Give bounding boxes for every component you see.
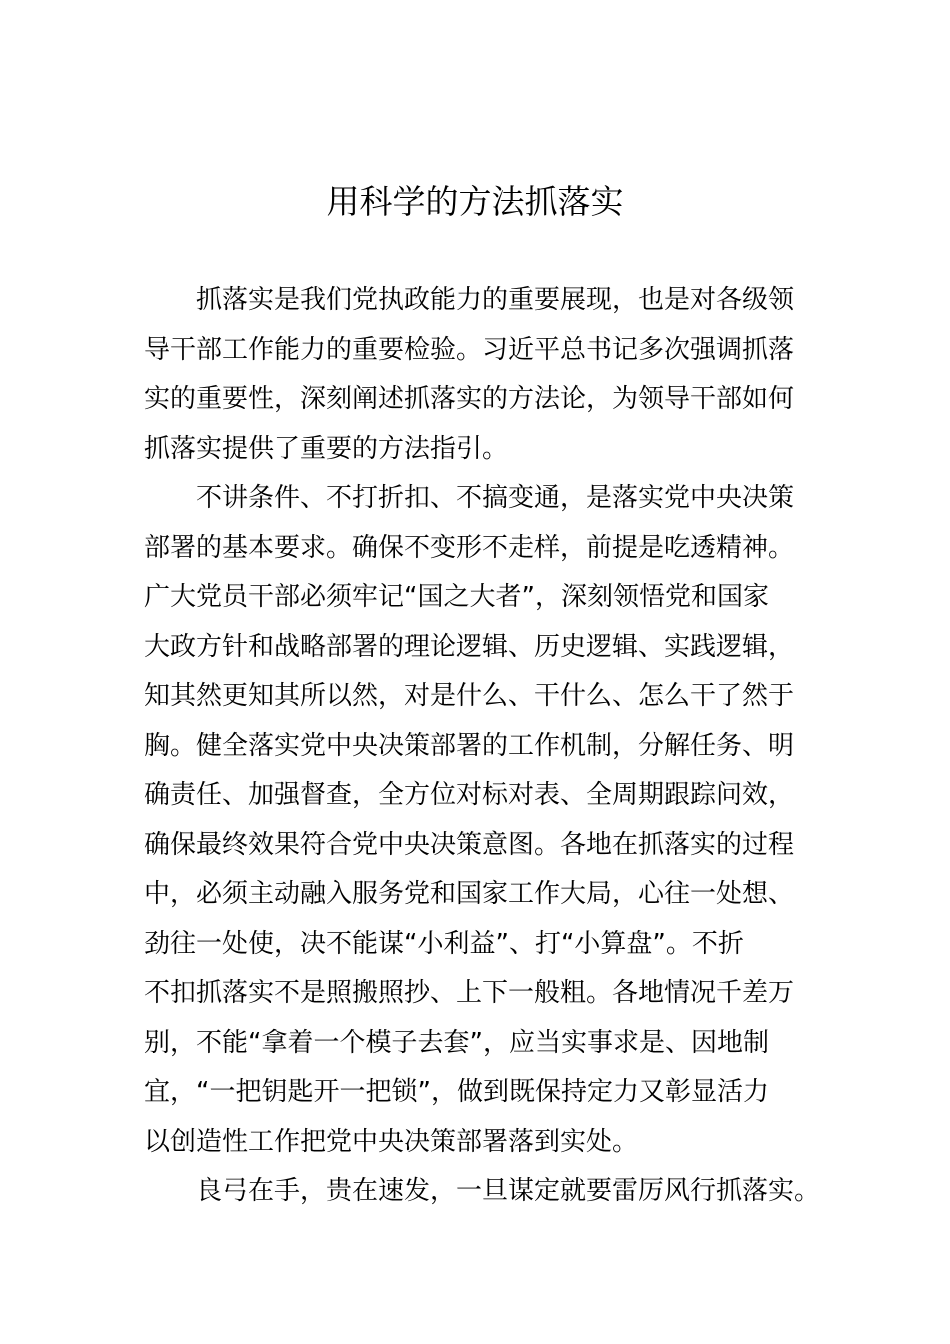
paragraph-2-line-6: 胸。健全落实党中央决策部署的工作机制，分解任务、明 — [144, 730, 795, 761]
paragraph-1-line-1: 抓落实是我们党执政能力的重要展现，也是对各级领 — [196, 285, 795, 315]
paragraph-2-line-11: 不扣抓落实不是照搬照抄、上下一般粗。各地情况千差万 — [144, 978, 795, 1008]
paragraph-2-line-3: 广大党员干部必须牢记“国之大者”，深刻领悟党和国家 — [144, 582, 769, 612]
paragraph-2-line-9: 中，必须主动融入服务党和国家工作大局，心往一处想、 — [144, 879, 795, 909]
paragraph-2-line-12: 别，不能“拿着一个模子去套”，应当实事求是、因地制 — [144, 1027, 769, 1058]
paragraph-1-line-3: 实的重要性，深刻阐述抓落实的方法论，为领导干部如何 — [144, 384, 795, 414]
paragraph-2-line-8: 确保最终效果符合党中央决策意图。各地在抓落实的过程 — [144, 829, 795, 860]
paragraph-3-line-1: 良弓在手，贵在速发，一旦谋定就要雷厉风行抓落实。 — [196, 1176, 821, 1206]
paragraph-2-line-1: 不讲条件、不打折扣、不搞变通，是落实党中央决策 — [196, 483, 795, 513]
paragraph-2-line-4: 大政方针和战略部署的理论逻辑、历史逻辑、实践逻辑， — [144, 631, 795, 662]
document-title: 用科学的方法抓落实 — [326, 182, 624, 221]
paragraph-2-line-10: 劲往一处使，决不能谋“小利益”、打“小算盘”。不折 — [144, 928, 744, 959]
paragraph-2-line-14: 以创造性工作把党中央决策部署落到实处。 — [144, 1126, 639, 1157]
paragraph-1-line-4: 抓落实提供了重要的方法指引。 — [144, 433, 509, 464]
paragraph-2-line-2: 部署的基本要求。确保不变形不走样，前提是吃透精神。 — [144, 532, 795, 563]
document-body — [144, 276, 824, 1217]
paragraph-2-line-13: 宜，“一把钥匙开一把锁”，做到既保持定力又彰显活力 — [144, 1077, 769, 1107]
paragraph-1-line-2: 导干部工作能力的重要检验。习近平总书记多次强调抓落 — [144, 334, 795, 365]
paragraph-2-line-5: 知其然更知其所以然，对是什么、干什么、怎么干了然于 — [144, 681, 795, 711]
paragraph-2-line-7: 确责任、加强督查，全方位对标对表、全周期跟踪问效， — [144, 780, 795, 810]
